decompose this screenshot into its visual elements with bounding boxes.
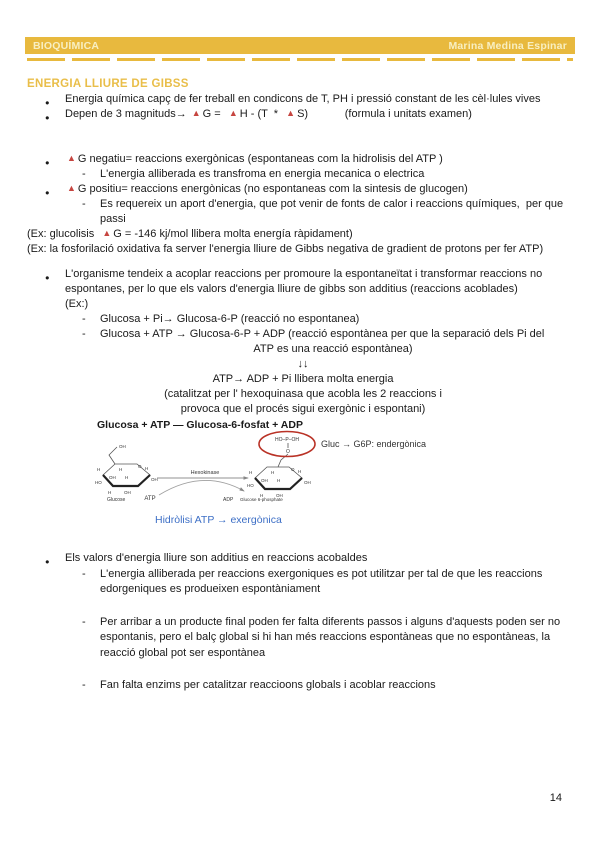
text-segment: S) (formula i unitats examen): [297, 108, 472, 120]
dash-icon: -: [82, 567, 86, 580]
delta-symbol: ▲: [67, 153, 76, 163]
text-segment: Glucosa + Pi→ Glucosa-6-P (reacció no espontanea): [100, 313, 360, 325]
delta-symbol: ▲: [67, 183, 76, 193]
text-segment: ATP→ ADP + Pi llibera molta energia: [212, 373, 394, 385]
note-line: [27, 372, 579, 387]
header-bar: [25, 37, 575, 54]
bullet-icon: ●: [45, 157, 50, 167]
atom-label: H: [108, 490, 112, 495]
atom-label: OH: [124, 490, 131, 495]
closing-section: [27, 551, 579, 694]
atom-label: O: [291, 467, 295, 472]
atom-label: H: [145, 466, 149, 471]
atom-label: H: [97, 467, 101, 472]
endergonic-note: Gluc → G6P: endergònica: [321, 439, 427, 449]
bullet-icon: ●: [45, 272, 50, 282]
dash-icon: -: [82, 679, 86, 691]
note-line: [27, 182, 579, 197]
text-segment: ↓↓: [297, 358, 309, 370]
dash-icon: -: [82, 198, 86, 210]
atom-label: OH: [304, 480, 311, 485]
text-segment: L'energia alliberada per reaccions exergoniques es pot utilitzar per tal de que les reaccions edorgeniques es produeixen espontàniament: [100, 567, 546, 595]
bullet-icon: ●: [45, 112, 50, 122]
phosphate-group-label: HO–P–OH: [275, 437, 299, 443]
note-line: [27, 402, 579, 417]
text-segment: Energia química capç de fer treball en condicons de T, PH i pressió constant de les cèl·lules vives: [65, 93, 541, 105]
note-line: [27, 327, 579, 342]
note-line: [27, 197, 579, 227]
note-line: [27, 567, 579, 598]
text-segment: G = -146 kj/mol llibera molta energía ràpidament): [113, 228, 353, 240]
text-segment: (catalitzat per l' hexoquinasa que acobla les 2 reaccions i: [164, 388, 442, 400]
note-line: [27, 387, 579, 402]
note-line: [27, 267, 579, 297]
course-title: BIOQUÍMICA: [33, 39, 100, 52]
bullet-icon: ●: [45, 556, 50, 566]
atom-label: H: [271, 470, 275, 475]
note-line: [27, 342, 579, 357]
product-label: Glucose 6-phosphate: [240, 497, 283, 502]
dash-icon: -: [82, 328, 86, 340]
atp-label: ATP: [144, 496, 156, 502]
page-title: ENERGIA LLIURE DE GIBSS: [27, 78, 189, 90]
note-line: [27, 551, 579, 567]
atom-labels-right: [247, 467, 311, 498]
note-line: [27, 242, 579, 257]
atom-label: HO: [95, 480, 102, 485]
note-line: [27, 312, 579, 327]
text-segment: G =: [202, 108, 227, 120]
enzyme-label: Hexokinase: [190, 470, 220, 476]
note-line: [27, 227, 579, 242]
atom-label: OH: [119, 444, 126, 449]
reaction-diagram: [95, 430, 555, 508]
delta-symbol: ▲: [286, 108, 296, 118]
text-segment: (Ex:): [65, 298, 89, 310]
atom-label: HO: [247, 483, 254, 488]
atp-adp-arrow: [159, 480, 244, 495]
note-line: [27, 92, 579, 107]
note-line: [27, 152, 579, 167]
text-segment: Per arribar a un producte final poden fer falta diferents passos i alguns d'aquests poden ser no espontanis, pero el balç global si hi han més reaccions espontàneas que no espontàneas, la reacció global pot ser espontànea: [100, 615, 564, 659]
text-segment: Depen de 3 magnituds→: [65, 108, 190, 120]
atom-label: H: [260, 493, 264, 498]
note-line: [27, 615, 579, 662]
dashed-divider: [27, 58, 573, 61]
exergonic-note: Hidròlisi ATP → exergònica: [155, 514, 282, 526]
text-segment: L'organisme tendeix a acoplar reaccions per promoure la espontaneïtat i transformar reaccions no espontanes, per lo que els valors d'energia lliure de gibbs son additius (reaccions acoblades): [65, 268, 546, 295]
atom-label: OH: [109, 475, 116, 480]
page-number: 14: [549, 792, 562, 804]
intro-section: [27, 92, 579, 417]
note-line: [27, 357, 579, 372]
glucose-structure: [95, 444, 158, 503]
note-line: [27, 297, 579, 312]
adp-label: ADP: [223, 497, 234, 503]
atom-label: OH: [276, 493, 283, 498]
text-segment: (Ex: la fosforilació oxidativa fa server l'energia lliure de Gibbs negativa de gradient de protons per fer ATP): [27, 243, 544, 255]
delta-symbol: ▲: [102, 228, 112, 238]
note-line: [27, 107, 579, 122]
atom-label: H: [125, 475, 129, 480]
text-segment: Glucosa + ATP → Glucosa-6-P + ADP (reacció espontànea per que la separació dels Pi del: [100, 328, 545, 340]
text-segment: L'energia alliberada es transfroma en energia mecanica o electrica: [100, 168, 425, 180]
dash-icon: -: [82, 615, 86, 628]
delta-symbol: ▲: [228, 108, 238, 118]
atom-label: OH: [151, 477, 158, 482]
atom-label: H: [249, 470, 253, 475]
text-segment: provoca que el procés sigui exergònic i espontani): [180, 403, 426, 415]
bullet-icon: ●: [45, 187, 50, 197]
text-segment: G positiu= reaccions energònicas (no espontaneas com la sintesis de glucogen): [77, 183, 468, 195]
atom-label: O: [138, 464, 142, 469]
text-segment: Els valors d'energia lliure son additius en reaccions acobaldes: [65, 552, 368, 564]
substrate-label: Glucose: [107, 497, 126, 503]
text-segment: H - (T *: [239, 108, 285, 120]
bullet-icon: ●: [45, 97, 50, 107]
atom-label: H: [298, 469, 302, 474]
note-line: [27, 678, 579, 694]
note-line: [27, 167, 579, 182]
atom-labels-left: [95, 444, 158, 495]
atom-label: OH: [261, 478, 268, 483]
diagram-title: Glucosa + ATP — Glucosa-6-fosfat + ADP: [97, 419, 303, 431]
author-name: Marina Medina Espinar: [448, 39, 567, 52]
text-segment: ATP es una reacció espontànea): [253, 343, 413, 355]
text-segment: Es requereix un aport d'energia, que pot venir de fonts de calor i reaccions químiques, per que passi: [100, 198, 567, 225]
text-segment: G negatiu= reaccions exergònicas (espontaneas com la hidrolisis del ATP ): [77, 153, 443, 165]
delta-symbol: ▲: [191, 108, 201, 118]
dash-icon: -: [82, 168, 86, 180]
glucose-6-phosphate-structure: [240, 432, 315, 503]
text-segment: Fan falta enzims per catalitzar reaccioons globals i acoblar reaccions: [100, 679, 436, 691]
phosphate-oxygen-label: O: [286, 449, 290, 455]
dash-icon: -: [82, 313, 86, 325]
atom-label: H: [119, 467, 123, 472]
text-segment: (Ex: glucolisis: [27, 228, 101, 240]
atom-label: H: [277, 478, 281, 483]
